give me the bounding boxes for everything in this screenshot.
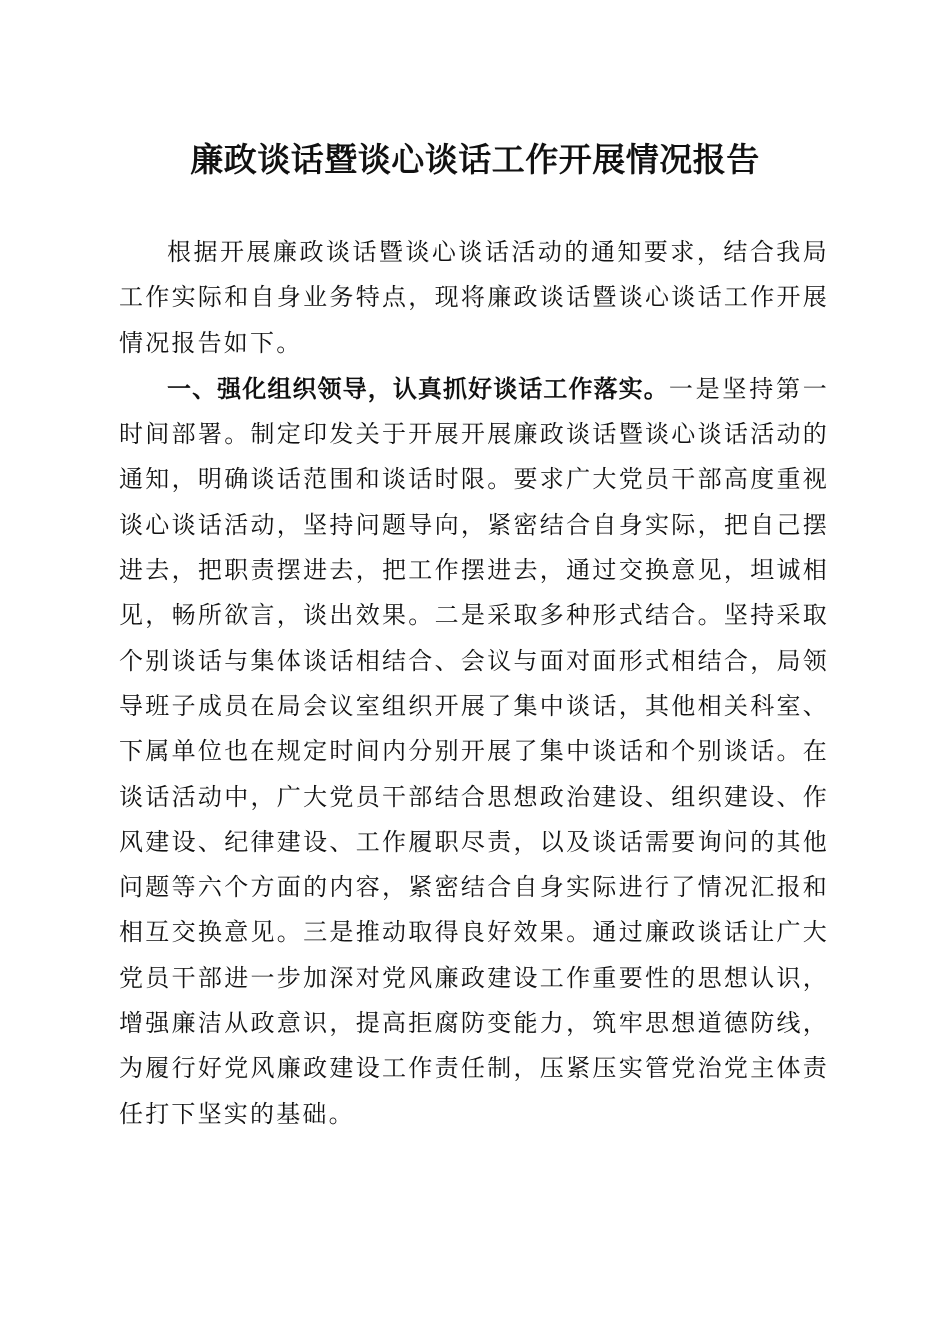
intro-paragraph [119, 230, 829, 366]
document-title: 廉政谈话暨谈心谈话工作开展情况报告 [190, 140, 760, 179]
intro-paragraph-text: 根据开展廉政谈话暨谈心谈话活动的通知要求，结合我局工作实际和自身业务特点，现将廉政谈话暨谈心谈话工作开展情况报告如下。 [119, 238, 829, 357]
section-one-text: 一是坚持第一时间部署。制定印发关于开展开展廉政谈话暨谈心谈话活动的通知，明确谈话范围和谈话时限。要求广大党员干部高度重视谈心谈话活动，坚持问题导向，紧密结合自身实际，把自己摆进去，把职责摆进去，把工作摆进去，通过交换意见，坦诚相见，畅所欲言，谈出效果。二是采取多种形式结合。坚持采取个别谈话与集体谈话相结合、会议与面对面形式相结合，局领导班子成员在局会议室组织开展了集中谈话，其他相关科室、下属单位也在规定时间内分别开展了集中谈话和个别谈话。在谈话活动中，广大党员干部结合思想政治建设、组织建设、作风建设、纪律建设、工作履职尽责，以及谈话需要询问的其他问题等六个方面的内容，紧密结合自身实际进行了情况汇报和相互交换意见。三是推动取得良好效果。通过廉政谈话让广大党员干部进一步加深对党风廉政建设工作重要性的思想认识，增强廉洁从政意识，提高拒腐防变能力，筑牢思想道德防线，为履行好党风廉政建设工作责任制，压紧压实管党治党主体责任打下坚实的基础。 [119, 374, 830, 1128]
document-body [119, 230, 829, 1137]
section-one-paragraph [119, 366, 829, 1137]
section-one-heading: 一、强化组织领导，认真抓好谈话工作落实。 [167, 373, 669, 403]
